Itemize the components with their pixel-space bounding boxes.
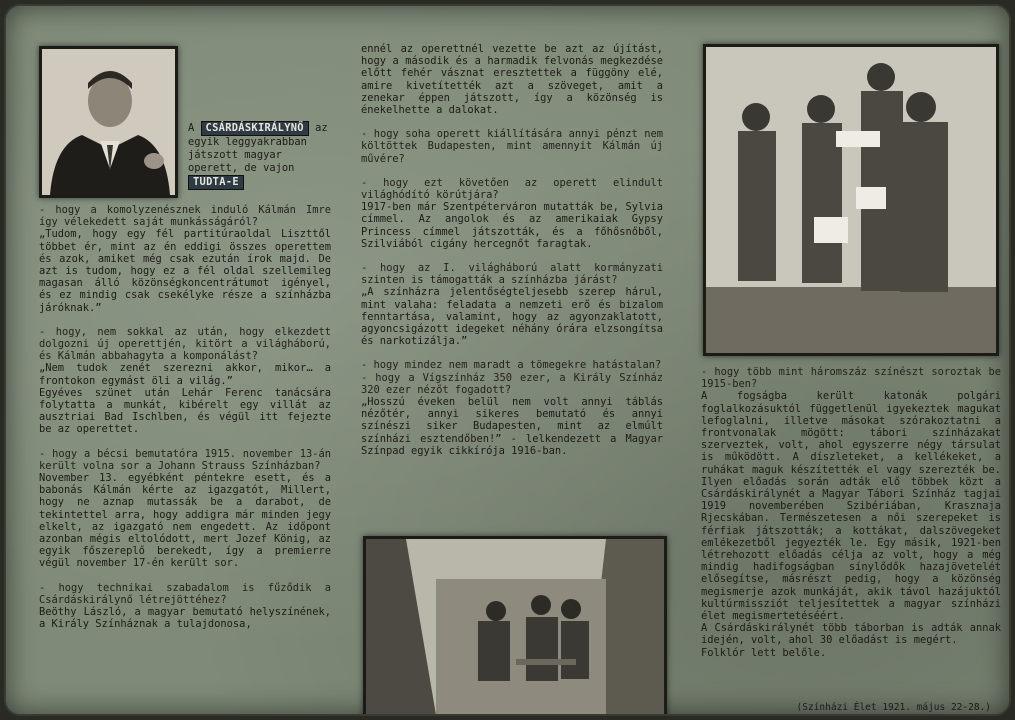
question: - hogy soha operett kiállítására annyi pénzt nem költöttek Budapesten, mint amennyit Kálmán új művére? (361, 128, 663, 165)
intro-middle: az egyik leggyakrabban játszott magyar operett, de vajon (188, 122, 328, 174)
answer: November 13. egyébként péntekre esett, és a babonás Kálmán kérte az igazgatót, Millert, hogy ne aznap mutassák be a darabot, de tekintettel arra, hogy addigra már minden jegy elkelt, az igazgató nem engedett. Az időpont azonban mégis eltolódott, mert Jozef König, az egyik főszereplő berekedt, így a premierre végül november 17-én került sor. (39, 472, 331, 570)
paragraph (361, 43, 663, 116)
question: - hogy mindez nem maradt a tömegekre hatástalan? - hogy a Vígszínház 350 ezer, a Király Színház 320 ezer nézőt fogadott? (361, 359, 663, 396)
paragraph (361, 359, 663, 457)
paragraph (361, 262, 663, 347)
paragraph (39, 204, 331, 314)
title-stamp: CSÁRDÁSKIRÁLYNŐ (201, 121, 309, 136)
answer: „Tudom, hogy egy fél partitúraoldal Liszttől többet ér, mint az én eddigi összes operettem és azok, amiket még csak ezután írok majd. De azt is tudom, hogy ez a fél oldal szellemileg magasan álló közönségkoncentrátumot igényel, és ez mindig csak csekélyke része a színházba járóknak.” (39, 228, 331, 314)
tudta-e-stamp: TUDTA-E (188, 175, 244, 190)
trench-photo (363, 536, 667, 714)
paragraph (701, 366, 1001, 659)
paragraph (39, 448, 331, 570)
question: - hogy technikai szabadalom is fűződik a Csárdáskirálynő létrejöttéhez? (39, 581, 331, 606)
intro-prefix: A (188, 122, 195, 134)
question: - hogy, nem sokkal az után, hogy elkezdett dolgozni új operettjén, kitört a világháború, és Kálmán abbahagyta a komponálást? (39, 325, 331, 363)
question: - hogy az I. világháború alatt kormányzati szinten is támogatták a színházba járást? (361, 262, 663, 287)
paragraph (39, 582, 331, 631)
answer: ennél az operettnél vezette be azt az újítást, hogy a második és a harmadik felvonás megkezdése előtt fehér vásznat eresztettek a függöny elé, amire kivetítették azt a szöveget, amit a zenekar éppen játszott, így a közönség is énekelhette a dalokat. (361, 43, 663, 117)
answer: 1917-ben már Szentpéterváron mutatták be, Sylvia címmel. Az angolok és az amerikaiak Gypsy Princess címmel játszották, és a főhősnőből, Szilviából cigány hercegnőt faragtak. (361, 201, 663, 250)
source-citation: (Színházi Élet 1921. május 22-28.) (796, 702, 991, 713)
soldiers-photo (703, 44, 999, 356)
intro-text (188, 121, 338, 190)
answer: „A színházra jelentőségteljesebb szerep hárul, mint valaha: feladata a nemzeti erő és bizalom fenntartása, valamint, hogy az agyonzaklatott, agyoncsigázott idegeket néhány órára elzsongítsa és narkotizálja.” (361, 286, 663, 348)
soldiers-illustration (706, 47, 996, 353)
answer: Beöthy László, a magyar bemutató helyszínének, a Király Színháznak a tulajdonosa, (39, 606, 331, 631)
answer: „Nem tudok zenét szerezni akkor, mikor… a frontokon egymást öli a világ.” Egyéves szünet után Lehár Ferenc tanácsára folytatta a munkát, kibérelt egy villát az ausztriai Bad Ischlben, és végül itt fejezte be az operettet. (39, 362, 331, 436)
answer: „Hosszú éveken belül nem volt annyi táblás nézőtér, annyi sikeres bemutató és annyi színészi siker Budapesten, mint az elmúlt színházi esztendőben!” - lelkendezett a Magyar Színpad egyik cikkírója 1916-ban. (361, 396, 663, 457)
question: - hogy több mint háromszáz színészt soroztak be 1915-ben? (701, 366, 1001, 391)
paragraph (361, 128, 663, 165)
question: - hogy a komolyzenésznek induló Kálmán Imre így vélekedett saját munkásságáról? (39, 204, 331, 229)
left-column (39, 204, 331, 643)
paragraph (361, 177, 663, 250)
portrait-illustration (42, 49, 175, 195)
paragraph (39, 326, 331, 436)
portrait-photo (39, 46, 178, 198)
right-column (701, 366, 1001, 671)
trench-illustration (366, 539, 664, 714)
article-board (6, 6, 1009, 714)
middle-column (361, 43, 663, 469)
answer: A fogságba került katonák polgári foglalkozásuktól függetlenül igyekeztek magukat lefoglalni, illetve másokat szórakoztatni a frontvonalak mögött: tábori színházakat szerveztek, volt, ahol egyszerre négy társulat is működött. A díszleteket, a kellékeket, a ruhákat maguk készítették el vagy szerezték be. Ilyen előadás során adták elő többek közt a Csárdáskirálynét a Magyar Tábori Színház tagjai 1919 novemberében Szibériában, Krasznaja Rjecskában. Természetesen a női szerepeket is férfiak játszották; a kottákat, dalszövegeket emlékezetből jegyezték le. Egy másik, 1921-ben létrehozott előadás célja az volt, hogy a még mindig hadifogságban sínylődők hazajövetelét elősegítse, másrészt pedig, hogy a közönség megismerje azok munkáját, akik távol hazájuktól kultúrmissziót teljesítettek a magyar színházi élet megismertetéséért. A Csárdáskirálynét több táborban is adták annak idején, volt, ahol 30 előadást is megért. Folklór lett belőle. (701, 390, 1001, 659)
question: - hogy ezt követően az operett elindult világhódító körútjára? (361, 176, 663, 202)
question: - hogy a bécsi bemutatóra 1915. november 13-án került volna sor a Johann Strauss Színházban? (39, 447, 331, 472)
